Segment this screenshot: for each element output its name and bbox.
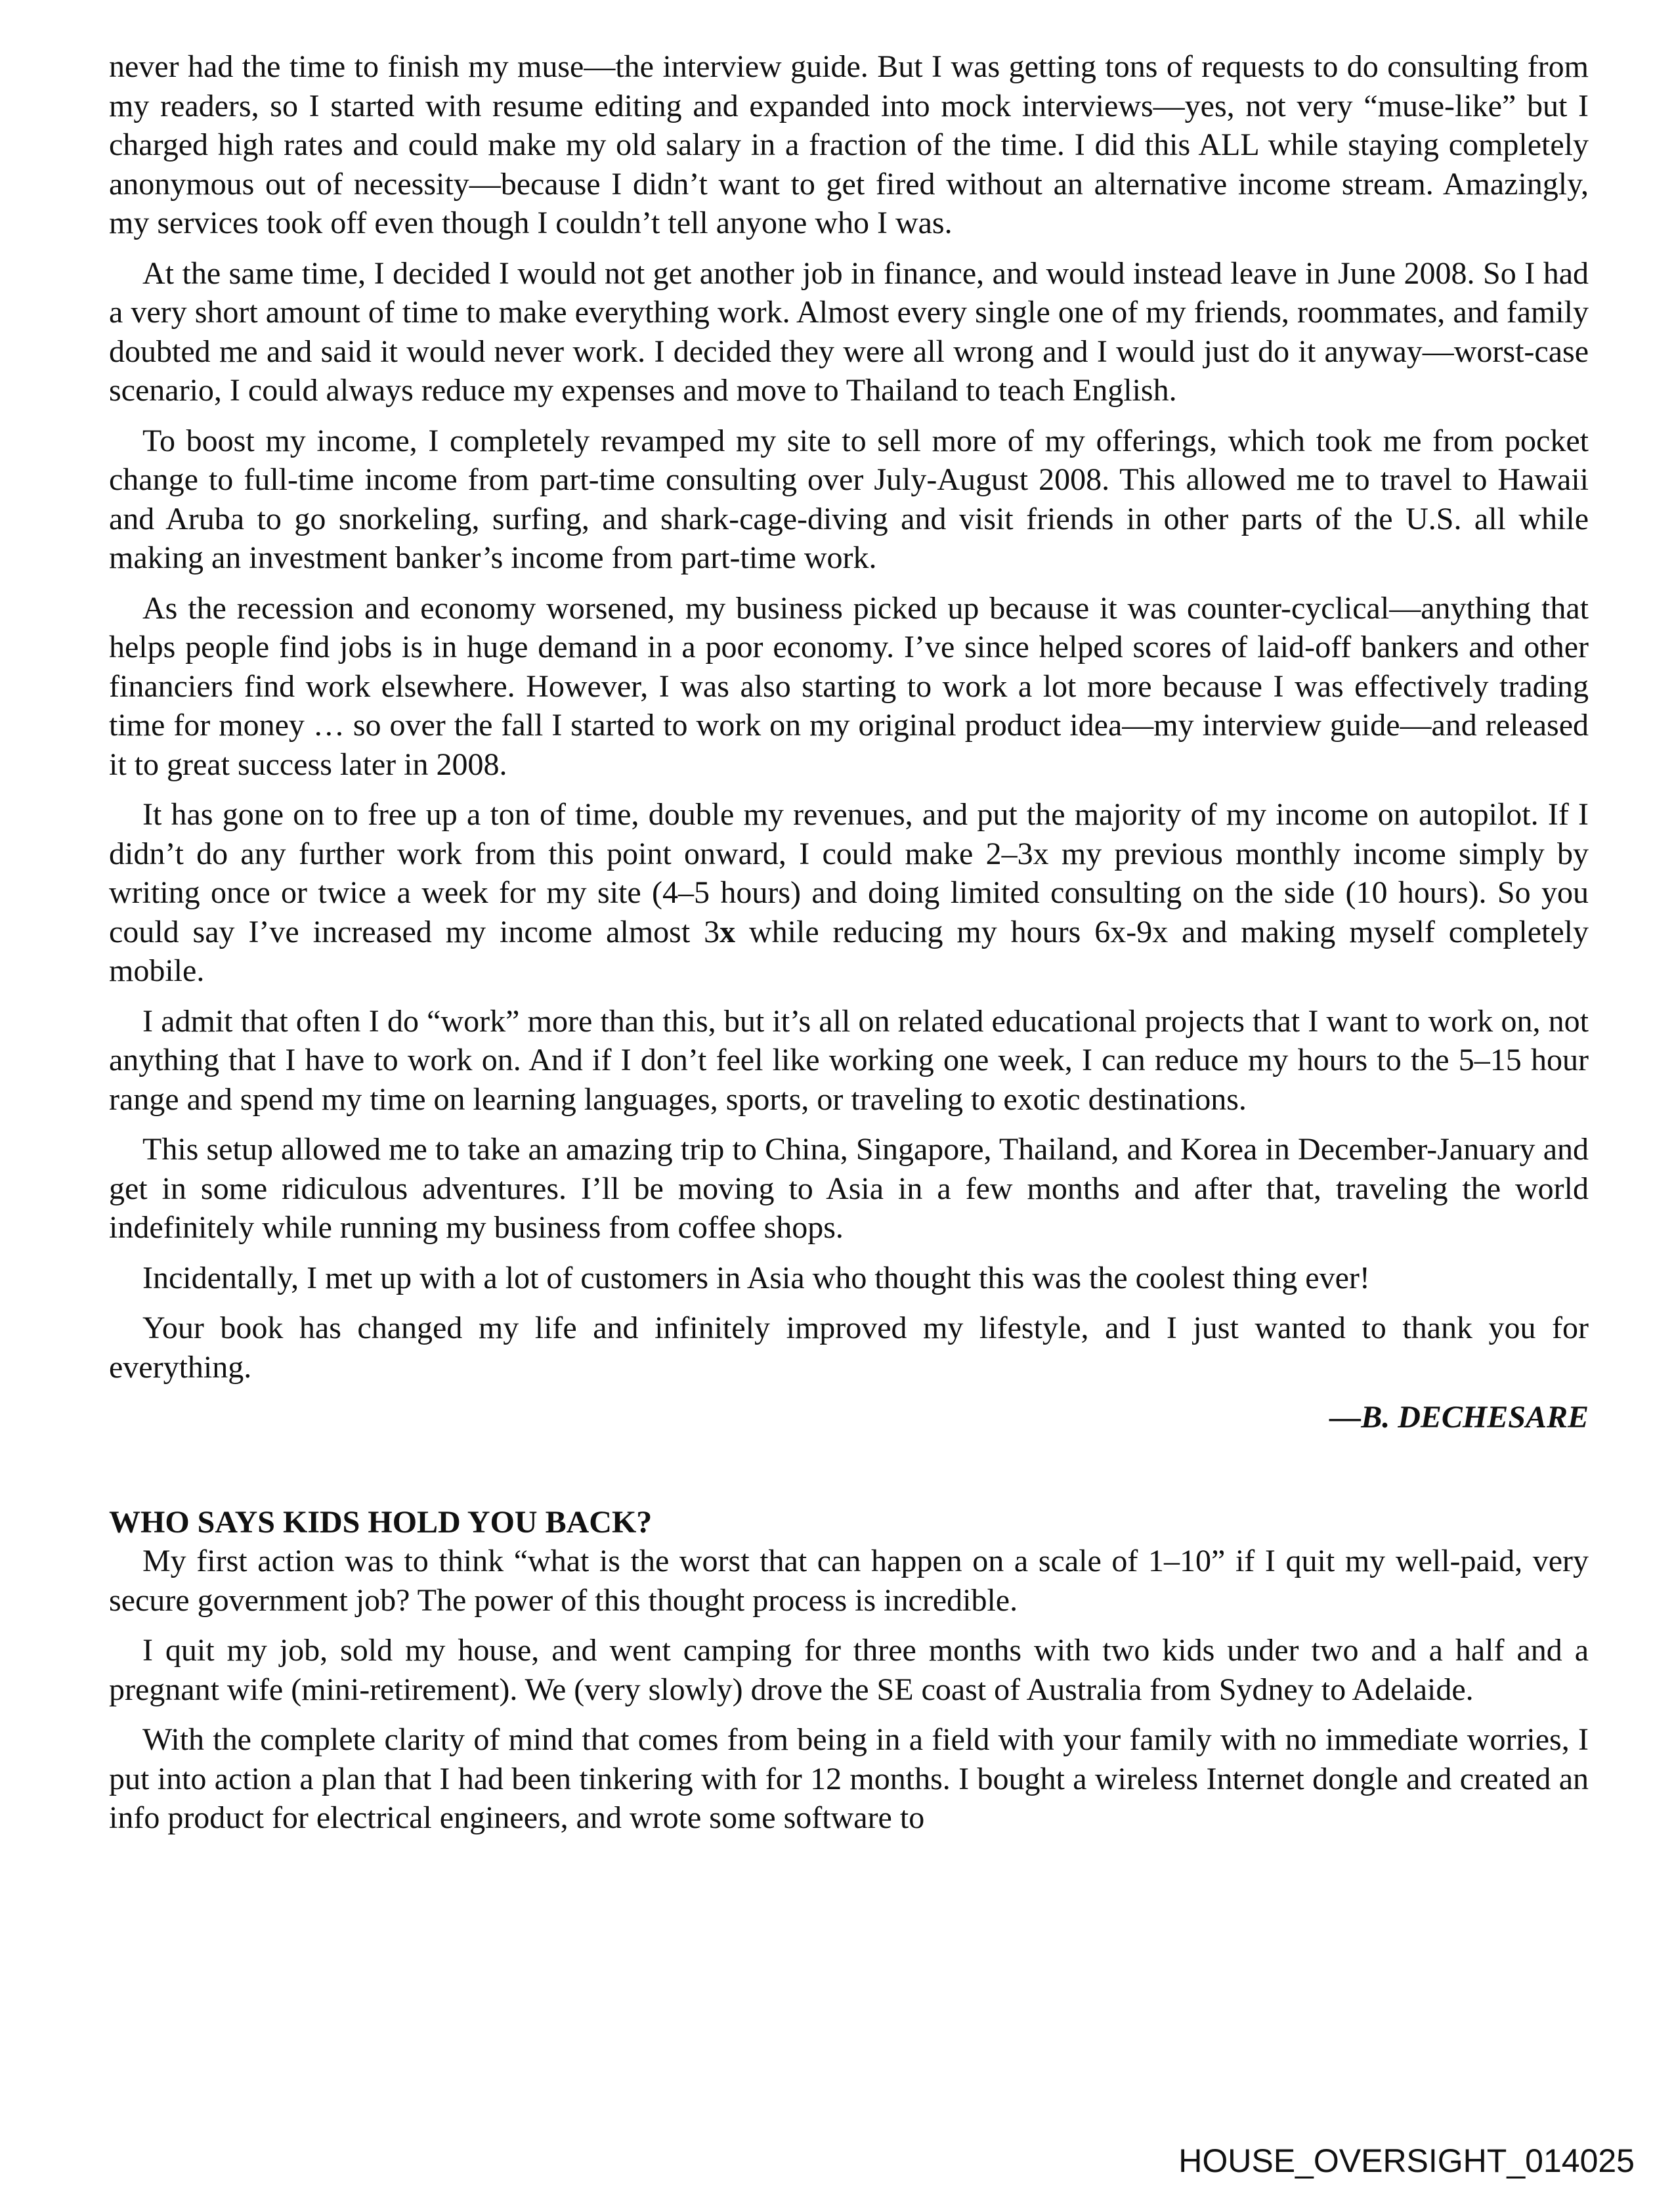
text: while reducing my hours 6x-9x and making myself completely mobile. bbox=[109, 914, 1589, 988]
paragraph: With the complete clarity of mind that comes from being in a field with your family with no immediate worries, I put into action a plan that I had been tinkering with for 12 months. I bought a wireless Internet dongle and created an info product for electrical engineers, and wrote some software to bbox=[109, 1722, 1589, 1835]
paragraph: At the same time, I decided I would not get another job in finance, and would instead leave in June 2008. So I had a very short amount of time to make everything work. Almost every single one of my friends, roommates, and family doubted me and said it would never work. I decided they were all wrong and I would just do it anyway—worst-case scenario, I could always reduce my expenses and move to Thailand to teach English. bbox=[109, 255, 1589, 408]
paragraph: I quit my job, sold my house, and went camping for three months with two kids under two and a half and a pregnant wife (mini-retirement). We (very slowly) drove the SE coast of Australia from Sydney to Adelaide. bbox=[109, 1633, 1589, 1707]
signature: —B. DECHESARE bbox=[1329, 1400, 1589, 1435]
paragraph: Your book has changed my life and infinitely improved my lifestyle, and I just wanted to thank you for everything. bbox=[109, 1311, 1589, 1385]
text: It has gone on to free up a ton of time, double my revenues, and put the majority of my income on autopilot. If I didn’t do any further work from this point onward, I could make 2–3x my previous monthly income simply by writing once or twice a week for my site (4–5 hours) and doing limited consulting on the side (10 hours). So you could say I’ve increased my income almost 3 bbox=[109, 797, 1589, 949]
paragraph: To boost my income, I completely revamped my site to sell more of my offerings, which took me from pocket change to full-time income from part-time consulting over July-August 2008. This allowed me to travel to Hawaii and Aruba to go snorkeling, surfing, and shark-cage-diving and visit friends in other parts of the U.S. all while making an investment banker’s income from part-time work. bbox=[109, 423, 1589, 575]
page-footer-id: HOUSE_OVERSIGHT_014025 bbox=[1178, 2142, 1635, 2179]
paragraph: I admit that often I do “work” more than this, but it’s all on related educational projects that I want to work on, not anything that I have to work on. And if I don’t feel like working one week, I can reduce my hours to the 5–15 hour range and spend my time on learning languages, sports, or traveling to exotic destinations. bbox=[109, 1003, 1589, 1117]
paragraph: This setup allowed me to take an amazing trip to China, Singapore, Thailand, and Korea in December-January and get in some ridiculous adventures. I’ll be moving to Asia in a few months and after that, traveling the world indefinitely while running my business from coffee shops. bbox=[109, 1132, 1589, 1245]
document-page bbox=[109, 47, 1589, 1849]
section-heading: WHO SAYS KIDS HOLD YOU BACK? bbox=[109, 1504, 653, 1540]
bold-text: x bbox=[719, 914, 736, 949]
paragraph bbox=[109, 795, 1589, 991]
paragraph: Incidentally, I met up with a lot of customers in Asia who thought this was the coolest thing ever! bbox=[142, 1260, 1370, 1295]
paragraph: never had the time to finish my muse—the interview guide. But I was getting tons of requests to do consulting from my readers, so I started with resume editing and expanded into mock interviews—yes, not very “muse-like” but I charged high rates and could make my old salary in a fraction of the time. I did this ALL while staying completely anonymous out of necessity—because I didn’t want to get fired without an alternative income stream. Amazingly, my services took off even though I couldn’t tell anyone who I was. bbox=[109, 49, 1589, 240]
paragraph: My first action was to think “what is the worst that can happen on a scale of 1–10” if I quit my well-paid, very secure government job? The power of this thought process is incredible. bbox=[109, 1544, 1589, 1618]
paragraph: As the recession and economy worsened, my business picked up because it was counter-cyclical—anything that helps people find jobs is in huge demand in a poor economy. I’ve since helped scores of laid-off bankers and other financiers find work elsewhere. However, I was also starting to work a lot more because I was effectively trading time for money … so over the fall I started to work on my original product idea—my interview guide—and released it to great success later in 2008. bbox=[109, 590, 1589, 782]
